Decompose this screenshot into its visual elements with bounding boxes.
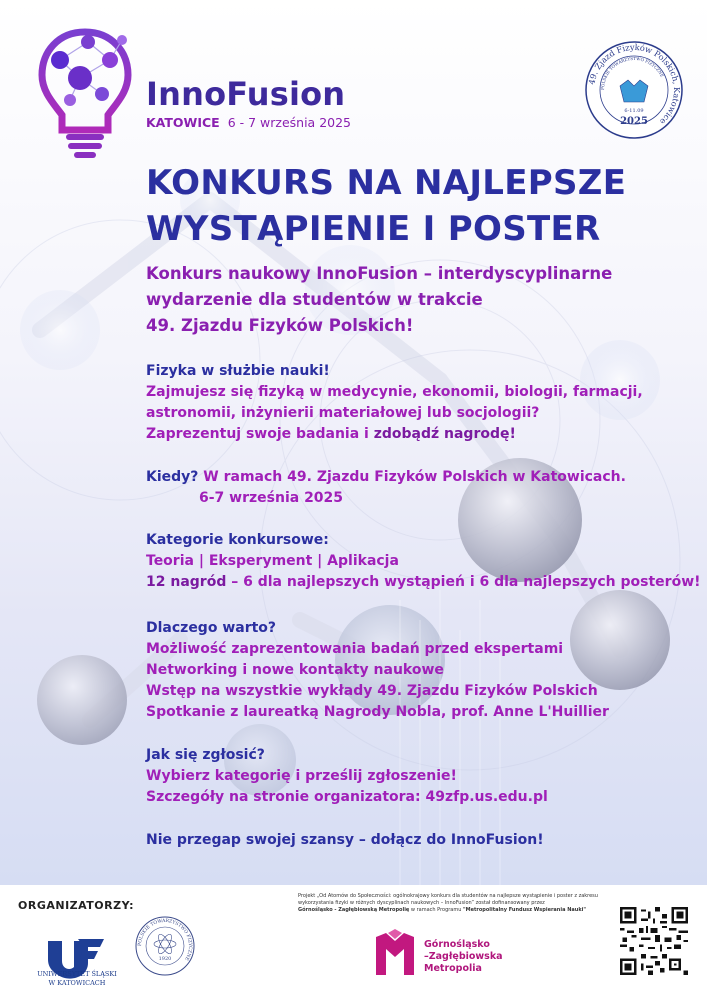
section-when <box>146 467 706 509</box>
project-line-1: Projekt „Od Atomów do Społeczności: ogólnokrajowy konkurs dla studentów na najlepsze wystąpienie i poster z zakresu <box>298 893 598 899</box>
brand-title: InnoFusion <box>146 75 346 113</box>
brand-dates: 6 - 7 września 2025 <box>227 115 352 130</box>
physics-line-1: Zajmujesz się fizyką w medycynie, ekonomii, biologii, farmacji, <box>146 384 643 400</box>
headline-line-2: WYSTĄPIENIE I POSTER <box>146 209 601 249</box>
physics-line-3-prefix: Zaprezentuj swoje badania i <box>146 426 374 442</box>
subhead-line-2: wydarzenie dla studentów w trakcie <box>146 290 483 309</box>
brand-city: KATOWICE <box>146 115 220 130</box>
brand-block <box>146 76 351 130</box>
categories-list: Teoria | Eksperyment | Aplikacja <box>146 553 399 569</box>
section-why <box>146 618 706 723</box>
project-line-3 <box>298 907 598 914</box>
categories-prizes <box>146 572 706 593</box>
section-apply <box>146 745 706 808</box>
pf-year: 1920 <box>158 956 172 962</box>
apply-title: Jak się zgłosić? <box>146 747 265 763</box>
when-label: Kiedy? <box>146 469 199 485</box>
headline-line-1: KONKURS NA NAJLEPSZE <box>146 163 627 203</box>
pf-ring-text: POLSKIE TOWARZYSTWO FIZYCZNE <box>137 918 193 961</box>
gzm-name <box>424 939 503 975</box>
gzm-line-3: Metropolia <box>424 963 482 974</box>
physics-line-3 <box>146 424 706 445</box>
project-funding-note <box>298 893 598 914</box>
why-item: Spotkanie z laureatką Nagrody Nobla, prof. Anne L'Huillier <box>146 704 609 720</box>
section-physics <box>146 361 706 445</box>
main-headline <box>146 160 696 252</box>
university-name <box>22 970 132 988</box>
footer <box>0 885 707 1000</box>
subheadline <box>146 261 706 339</box>
when-line-1: W ramach 49. Zjazdu Fizyków Polskich w Katowicach. <box>198 469 626 485</box>
project-line-2: wykorzystania fizyki w różnych dyscyplinach naukowych – InnoFusion” został dofinansowany przez <box>298 900 545 906</box>
university-city-line: W KATOWICACH <box>48 979 106 987</box>
gzm-metropolia-logo <box>372 929 418 979</box>
project-line-3-mid: w ramach Programu <box>409 907 463 913</box>
seal-inner-text: POLSKIE TOWARZYSTWO FIZYCZNE <box>599 55 665 91</box>
prizes-strong: 12 nagród <box>146 574 227 590</box>
section-categories <box>146 530 706 593</box>
why-item: Wstęp na wszystkie wykłady 49. Zjazdu Fizyków Polskich <box>146 683 598 699</box>
why-item: Networking i nowe kontakty naukowe <box>146 662 444 678</box>
physics-line-2: astronomii, inżynierii materiałowej lub socjologii? <box>146 405 540 421</box>
seal-date: 6-11.09 <box>624 108 644 114</box>
why-title: Dlaczego warto? <box>146 620 277 636</box>
categories-title: Kategorie konkursowe: <box>146 532 329 548</box>
gzm-line-1: Górnośląsko <box>424 939 490 950</box>
seal-year: 2025 <box>620 116 648 127</box>
subhead-line-1: Konkurs naukowy InnoFusion – interdyscyplinarne <box>146 264 613 283</box>
subhead-line-3: 49. Zjazdu Fizyków Polskich! <box>146 316 414 335</box>
prizes-rest: – 6 dla najlepszych wystąpień i 6 dla najlepszych posterów! <box>226 574 701 590</box>
physics-title: Fizyka w służbie nauki! <box>146 363 330 379</box>
when-line-2: 6-7 września 2025 <box>199 490 344 506</box>
why-item: Możliwość zaprezentowania badań przed ekspertami <box>146 641 564 657</box>
apply-line-1: Wybierz kategorię i prześlij zgłoszenie! <box>146 768 457 784</box>
polish-physical-society-logo <box>134 915 196 977</box>
innofusion-bulb-logo <box>30 20 140 170</box>
project-line-3-strong: Górnośląsko - Zagłębiowską Metropolię <box>298 907 410 913</box>
project-line-3-strong2: "Metropolitalny Fundusz Wspierania Nauki" <box>463 907 586 913</box>
brand-date <box>146 115 351 130</box>
call-to-action: Nie przegap swojej szansy – dołącz do InnoFusion! <box>146 832 544 848</box>
gzm-line-2: –Zagłębiowska <box>424 951 503 962</box>
qr-code[interactable] <box>620 907 688 975</box>
university-name-line: UNIWERSYTET ŚLĄSKI <box>37 970 117 978</box>
congress-seal-logo <box>584 40 684 140</box>
seal-ring-text: 49. Zjazd Fizyków Polskich, Katowice <box>586 41 683 127</box>
apply-line-2: Szczegóły na stronie organizatora: 49zfp.us.edu.pl <box>146 789 548 805</box>
physics-line-3-strong: zdobądź nagrodę! <box>373 426 516 442</box>
organizers-label: ORGANIZATORZY: <box>18 899 135 912</box>
